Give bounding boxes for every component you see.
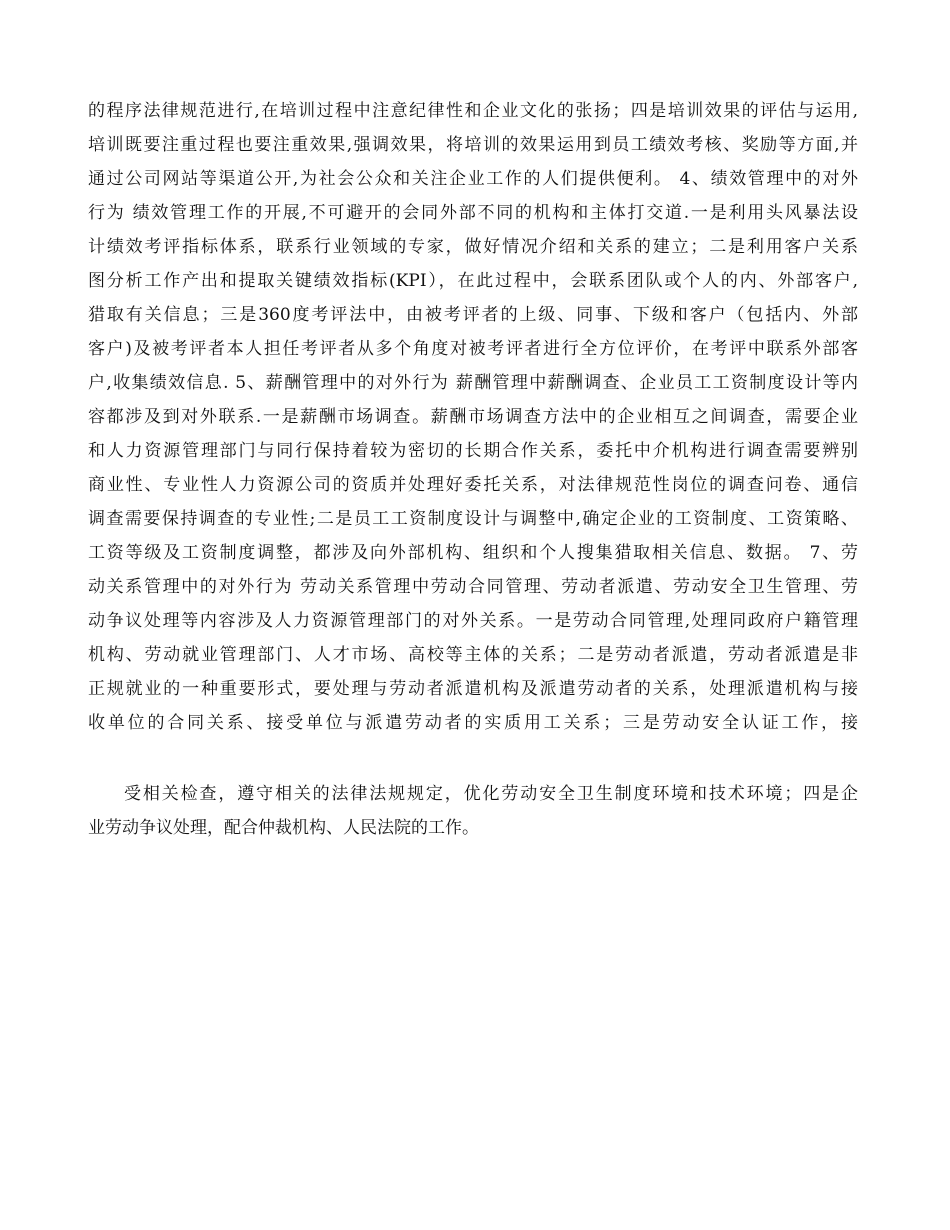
text-line: 图分析工作产出和提取关键绩效指标(KPI），在此过程中，会联系团队或个人的内、外部客户,	[88, 271, 858, 291]
text-line: 业劳动争议处理，配合仲裁机构、人民法院的工作。	[88, 818, 479, 838]
text-line: 猎取有关信息；三是360度考评法中，由被考评者的上级、同事、下级和客户（包括内、外部	[88, 305, 858, 325]
text-line: 受相关检查，遵守相关的法律法规规定，优化劳动安全卫生制度环境和技术环境；四是企	[124, 784, 858, 804]
text-line: 计绩效考评指标体系，联系行业领域的专家，做好情况介绍和关系的建立；二是利用客户关系	[88, 237, 858, 257]
text-line: 培训既要注重过程也要注重效果,强调效果，将培训的效果运用到员工绩效考核、奖励等方面,并	[88, 135, 858, 155]
text-line: 商业性、专业性人力资源公司的资质并处理好委托关系，对法律规范性岗位的调查问卷、通信	[88, 475, 858, 495]
text-line: 容都涉及到对外联系.一是薪酬市场调查。薪酬市场调查方法中的企业相互之间调查，需要企业	[88, 407, 858, 427]
text-line: 动关系管理中的对外行为 劳动关系管理中劳动合同管理、劳动者派遣、劳动安全卫生管理、劳	[88, 577, 858, 597]
text-line: 户,收集绩效信息. 5、薪酬管理中的对外行为 薪酬管理中薪酬调查、企业员工工资制度设计等内	[88, 373, 858, 393]
text-line: 工资等级及工资制度调整，都涉及向外部机构、组织和个人搜集猎取相关信息、数据。 7、劳	[88, 543, 858, 563]
text-line: 和人力资源管理部门与同行保持着较为密切的长期合作关系，委托中介机构进行调查需要辨别	[88, 441, 858, 461]
body-paragraph	[88, 777, 858, 845]
text-line: 正规就业的一种重要形式，要处理与劳动者派遣机构及派遣劳动者的关系，处理派遣机构与接	[88, 679, 858, 699]
text-line: 行为 绩效管理工作的开展,不可避开的会同外部不同的机构和主体打交道.一是利用头风暴法设	[88, 203, 858, 223]
text-line: 的程序法律规范进行,在培训过程中注意纪律性和企业文化的张扬；四是培训效果的评估与运用,	[88, 101, 858, 121]
text-line: 调查需要保持调查的专业性;二是员工工资制度设计与调整中,确定企业的工资制度、工资策略、	[88, 509, 858, 529]
text-line: 动争议处理等内容涉及人力资源管理部门的对外关系。一是劳动合同管理,处理同政府户籍管理	[88, 611, 858, 631]
text-line: 收单位的合同关系、接受单位与派遣劳动者的实质用工关系；三是劳动安全认证工作，接	[88, 713, 858, 733]
text-line: 通过公司网站等渠道公开,为社会公众和关注企业工作的人们提供便利。 4、绩效管理中的对外	[88, 169, 858, 189]
text-line: 机构、劳动就业管理部门、人才市场、高校等主体的关系；二是劳动者派遣，劳动者派遣是非	[88, 645, 858, 665]
text-line: 客户)及被考评者本人担任考评者从多个角度对被考评者进行全方位评价，在考评中联系外部客	[88, 339, 858, 359]
body-paragraph	[88, 94, 858, 740]
